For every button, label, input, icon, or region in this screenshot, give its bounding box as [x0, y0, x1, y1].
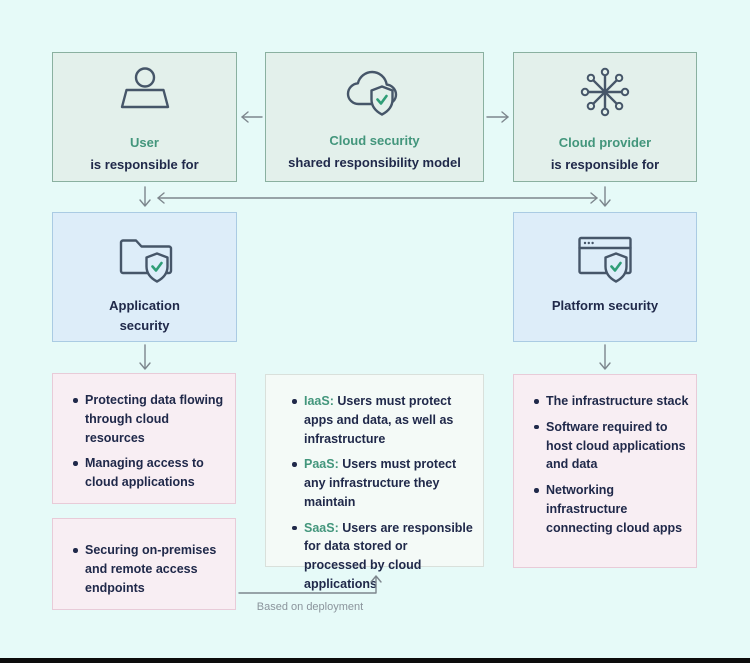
deployment-text: Users are responsible for data stored or processed by cloud applications	[304, 520, 473, 591]
user-responsibilities-box	[52, 373, 236, 504]
bottom-bar	[0, 658, 750, 663]
person-icon	[118, 67, 172, 118]
list-item: Protecting data flowing through cloud resources	[73, 391, 231, 447]
list-item: Software required to host cloud applications and data	[534, 418, 692, 474]
provider-responsibilities-list	[534, 392, 692, 544]
browser-shield-icon	[575, 233, 635, 288]
arrow-left	[242, 112, 262, 122]
list-item: Managing access to cloud applications	[73, 454, 231, 492]
arrow-right	[487, 112, 508, 122]
arrow-double-horizontal	[158, 193, 597, 203]
box-subtitle: shared responsibility model	[288, 155, 461, 171]
arrow-down-application	[140, 345, 150, 369]
list-item	[292, 519, 473, 594]
arrow-down-user	[140, 187, 150, 206]
box-label: Application security	[109, 298, 180, 334]
deployment-term: IaaS:	[304, 394, 334, 408]
based-on-deployment-label: Based on deployment	[256, 601, 364, 613]
provider-responsibilities-box	[513, 374, 697, 568]
folder-shield-icon	[115, 233, 175, 288]
box-title: Cloud provider	[558, 135, 652, 150]
deployment-models-list	[292, 392, 473, 601]
box-label: Platform security	[551, 298, 659, 313]
arrow-down-provider	[600, 187, 610, 206]
arrow-down-platform	[600, 345, 610, 369]
cloud-shield-icon	[343, 67, 407, 122]
network-icon	[580, 67, 630, 122]
box-subtitle: is responsible for	[90, 157, 199, 173]
deployment-term: PaaS:	[304, 457, 339, 472]
box-title: User	[130, 135, 159, 150]
endpoint-responsibilities-box	[52, 518, 236, 610]
list-item	[292, 392, 473, 448]
cloud-security-box	[265, 52, 484, 182]
user-box	[52, 52, 237, 182]
list-item: Securing on-premises and remote access endpoints	[73, 541, 231, 597]
deployment-text: Users must protect apps and data, as well as infrastructure	[304, 394, 454, 446]
deployment-term: SaaS:	[304, 520, 339, 535]
platform-security-box	[513, 212, 697, 342]
cloud-provider-box	[513, 52, 697, 182]
user-responsibilities-list	[73, 391, 231, 499]
deployment-models-box	[265, 374, 484, 591]
endpoint-responsibilities-list	[73, 541, 231, 604]
deployment-text: Users must protect any infrastructure they maintain	[304, 457, 457, 509]
list-item	[292, 455, 473, 511]
list-item: Networking infrastructure connecting cloud apps	[534, 481, 692, 537]
box-title: Cloud security	[329, 133, 420, 148]
list-item: The infrastructure stack	[534, 392, 692, 411]
application-security-box	[52, 212, 237, 342]
box-subtitle: is responsible for	[550, 157, 660, 173]
